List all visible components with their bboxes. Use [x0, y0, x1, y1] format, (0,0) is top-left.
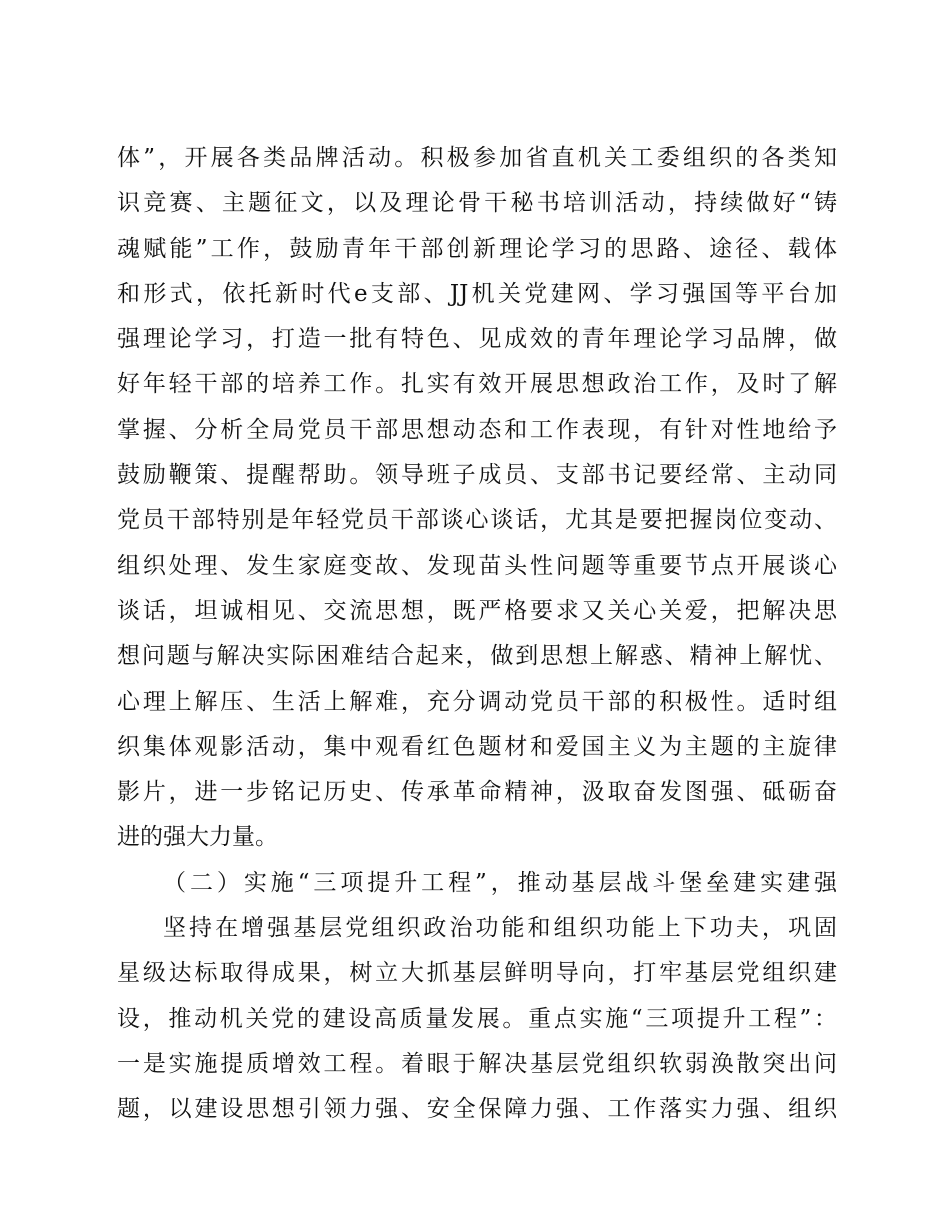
- paragraph-line: 强理论学习，打造一批有特色、见成效的青年理论学习品牌，做: [117, 326, 837, 353]
- paragraph-line: 一是实施提质增效工程。着眼于解决基层党组织软弱涣散突出问: [117, 1050, 837, 1077]
- paragraph-line: 掌握、分析全局党员干部思想动态和工作表现，有针对性地给予: [117, 416, 837, 443]
- paragraph-line: 识竞赛、主题征文，以及理论骨干秘书培训活动，持续做好“铸: [117, 190, 837, 217]
- paragraph-line: 和形式，依托新时代e支部、JJ机关党建网、学习强国等平台加: [117, 280, 837, 307]
- section-heading: （二）实施“三项提升工程”，推动基层战斗堡垒建实建强: [163, 869, 837, 896]
- paragraph-line: 设，推动机关党的建设高质量发展。重点实施“三项提升工程”：: [117, 1005, 837, 1032]
- paragraph-line: 党员干部特别是年轻党员干部谈心谈话，尤其是要把握岗位变动、: [117, 507, 837, 534]
- paragraph-line: 体”，开展各类品牌活动。积极参加省直机关工委组织的各类知: [117, 145, 837, 171]
- paragraph-line: 坚持在增强基层党组织政治功能和组织功能上下功夫，巩固: [163, 915, 837, 942]
- paragraph-line: 心理上解压、生活上解难，充分调动党员干部的积极性。适时组: [117, 688, 837, 715]
- paragraph-line: 好年轻干部的培养工作。扎实有效开展思想政治工作，及时了解: [117, 371, 837, 398]
- paragraph-line: 组织处理、发生家庭变故、发现苗头性问题等重要节点开展谈心: [117, 552, 837, 579]
- paragraph-line: 谈话，坦诚相见、交流思想，既严格要求又关心关爱，把解决思: [117, 597, 837, 624]
- paragraph-line: 题，以建设思想引领力强、安全保障力强、工作落实力强、组织: [117, 1096, 837, 1123]
- paragraph-line: 鼓励鞭策、提醒帮助。领导班子成员、支部书记要经常、主动同: [117, 462, 837, 489]
- document-body: [117, 136, 837, 1133]
- paragraph-line: 魂赋能”工作，鼓励青年干部创新理论学习的思路、途径、载体: [117, 235, 837, 262]
- paragraph-1: [117, 136, 837, 861]
- paragraph-line: 织集体观影活动，集中观看红色题材和爱国主义为主题的主旋律: [117, 733, 837, 760]
- paragraph-line: 进的强大力量。: [117, 824, 278, 851]
- paragraph-line: 想问题与解决实际困难结合起来，做到思想上解惑、精神上解忧、: [117, 643, 837, 670]
- paragraph-2: [117, 906, 837, 1132]
- paragraph-line: 影片，进一步铭记历史、传承革命精神，汲取奋发图强、砥砺奋: [117, 779, 837, 806]
- paragraph-line: 星级达标取得成果，树立大抓基层鲜明导向，打牢基层党组织建: [117, 960, 837, 987]
